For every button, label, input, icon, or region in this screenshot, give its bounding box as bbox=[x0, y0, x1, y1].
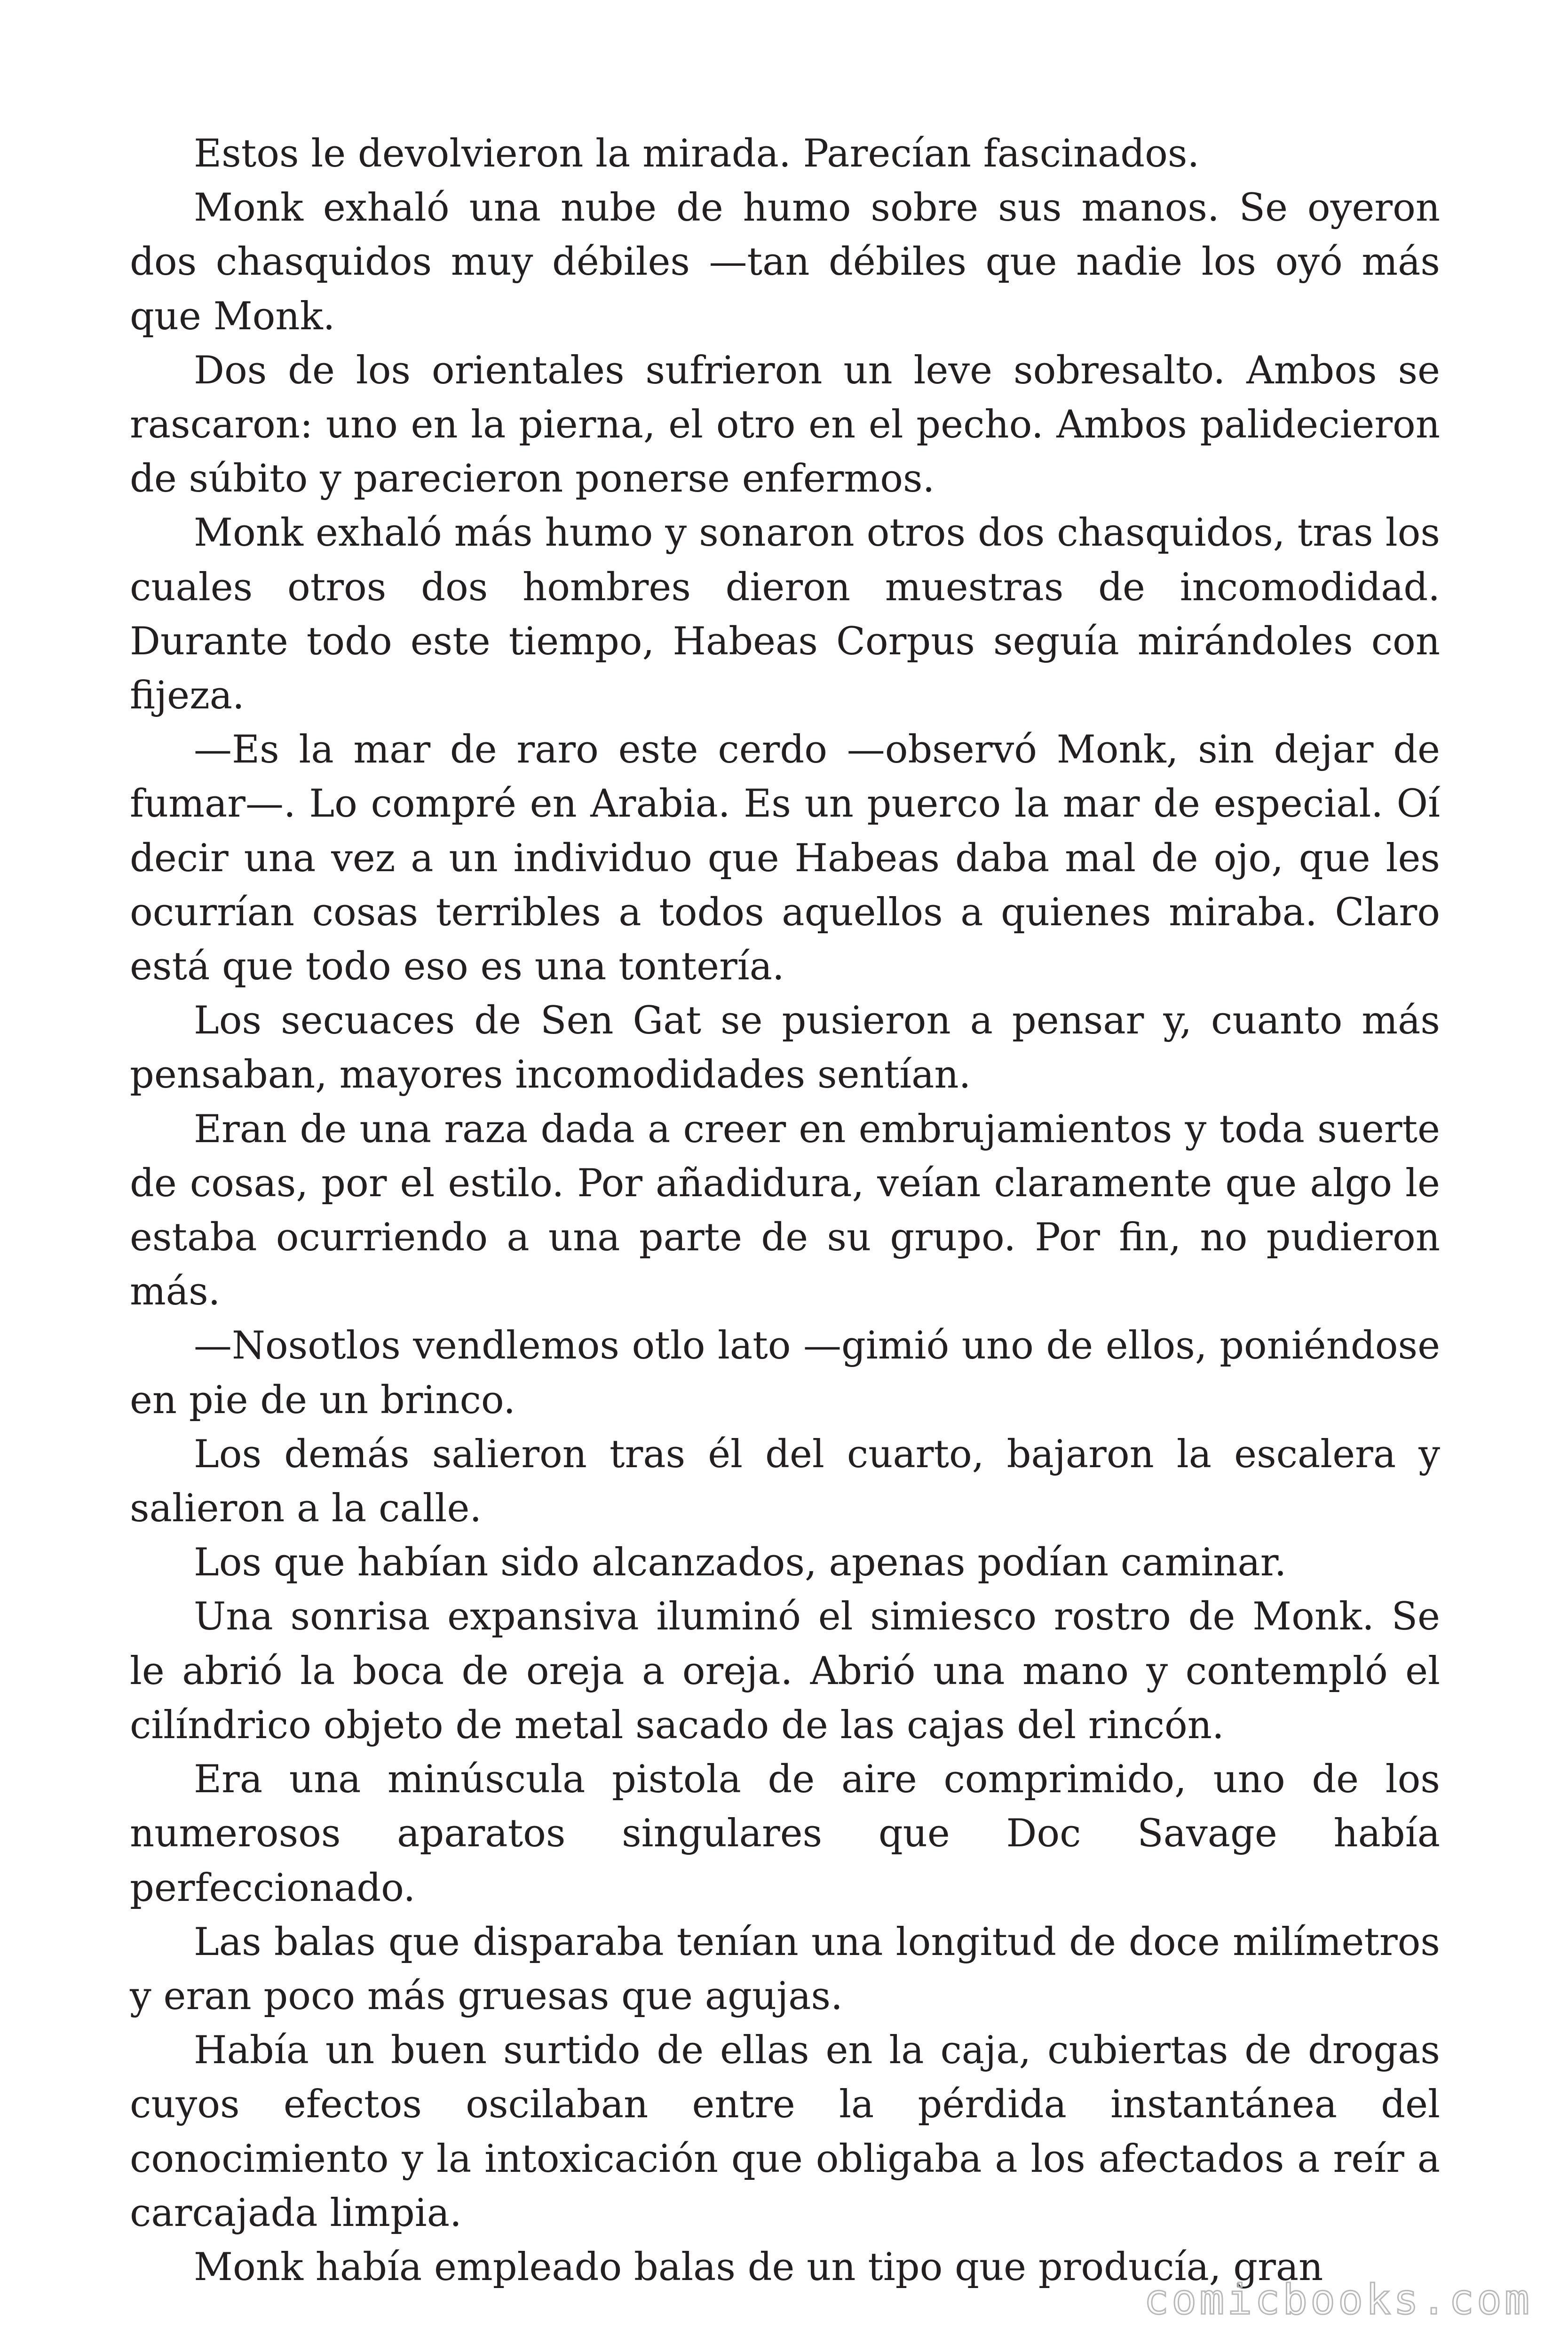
watermark: comicbooks.com bbox=[1144, 2275, 1532, 2324]
paragraph: Una sonrisa expansiva iluminó el simiesco rostro de Monk. Se le abrió la boca de oreja a oreja. Abrió una mano y contempló el cilíndrico objeto de metal sacado de las cajas del rincón. bbox=[130, 1595, 1440, 1748]
paragraph: —Nosotlos vendlemos otlo lato —gimió uno de ellos, poniéndose en pie de un brinco. bbox=[130, 1324, 1440, 1422]
paragraph: Los demás salieron tras él del cuarto, bajaron la escalera y salieron a la calle. bbox=[130, 1432, 1440, 1531]
paragraph: Monk exhaló más humo y sonaron otros dos chasquidos, tras los cuales otros dos hombres dieron muestras de incomodidad. Durante todo este tiempo, Habeas Corpus seguía mirándoles con fijeza. bbox=[130, 511, 1440, 718]
paragraph: Estos le devolvieron la mirada. Parecían fascinados. bbox=[194, 132, 1200, 176]
paragraph: Los que habían sido alcanzados, apenas podían caminar. bbox=[194, 1541, 1287, 1585]
paragraph-last: Monk había empleado balas de un tipo que producía, gran bbox=[194, 2245, 1323, 2289]
paragraph: Había un buen surtido de ellas en la caja, cubiertas de drogas cuyos efectos oscilaban entre la pérdida instantánea del conocimiento y la intoxicación que obligaba a los afectados a reír a carcajada limpia. bbox=[130, 2028, 1440, 2235]
paragraph: Las balas que disparaba tenían una longitud de doce milímetros y eran poco más gruesas que agujas. bbox=[130, 1920, 1440, 2018]
paragraph: Era una minúscula pistola de aire comprimido, uno de los numerosos aparatos singulares que Doc Savage había perfeccionado. bbox=[130, 1757, 1440, 1910]
paragraph: Dos de los orientales sufrieron un leve sobresalto. Ambos se rascaron: uno en la pierna, el otro en el pecho. Ambos palidecieron de súbito y parecieron ponerse enfermos. bbox=[130, 348, 1440, 501]
paragraph: Los secuaces de Sen Gat se pusieron a pensar y, cuanto más pensaban, mayores incomodidades sentían. bbox=[130, 999, 1440, 1097]
paragraph: —Es la mar de raro este cerdo —observó Monk, sin dejar de fumar—. Lo compré en Arabia. Es un puerco la mar de especial. Oí decir una vez a un individuo que Habeas daba mal de ojo, que les ocurrían cosas terribles a todos aquellos a quienes miraba. Claro está que todo eso es una tontería. bbox=[130, 728, 1440, 989]
paragraph: Eran de una raza dada a creer en embrujamientos y toda suerte de cosas, por el estilo. Por añadidura, veían claramente que algo le estaba ocurriendo a una parte de su grupo. Por fin, no pudieron más. bbox=[130, 1107, 1440, 1314]
paragraph: Monk exhaló una nube de humo sobre sus manos. Se oyeron dos chasquidos muy débiles —tan débiles que nadie los oyó más que Monk. bbox=[130, 186, 1440, 339]
page-text bbox=[130, 127, 1440, 2295]
